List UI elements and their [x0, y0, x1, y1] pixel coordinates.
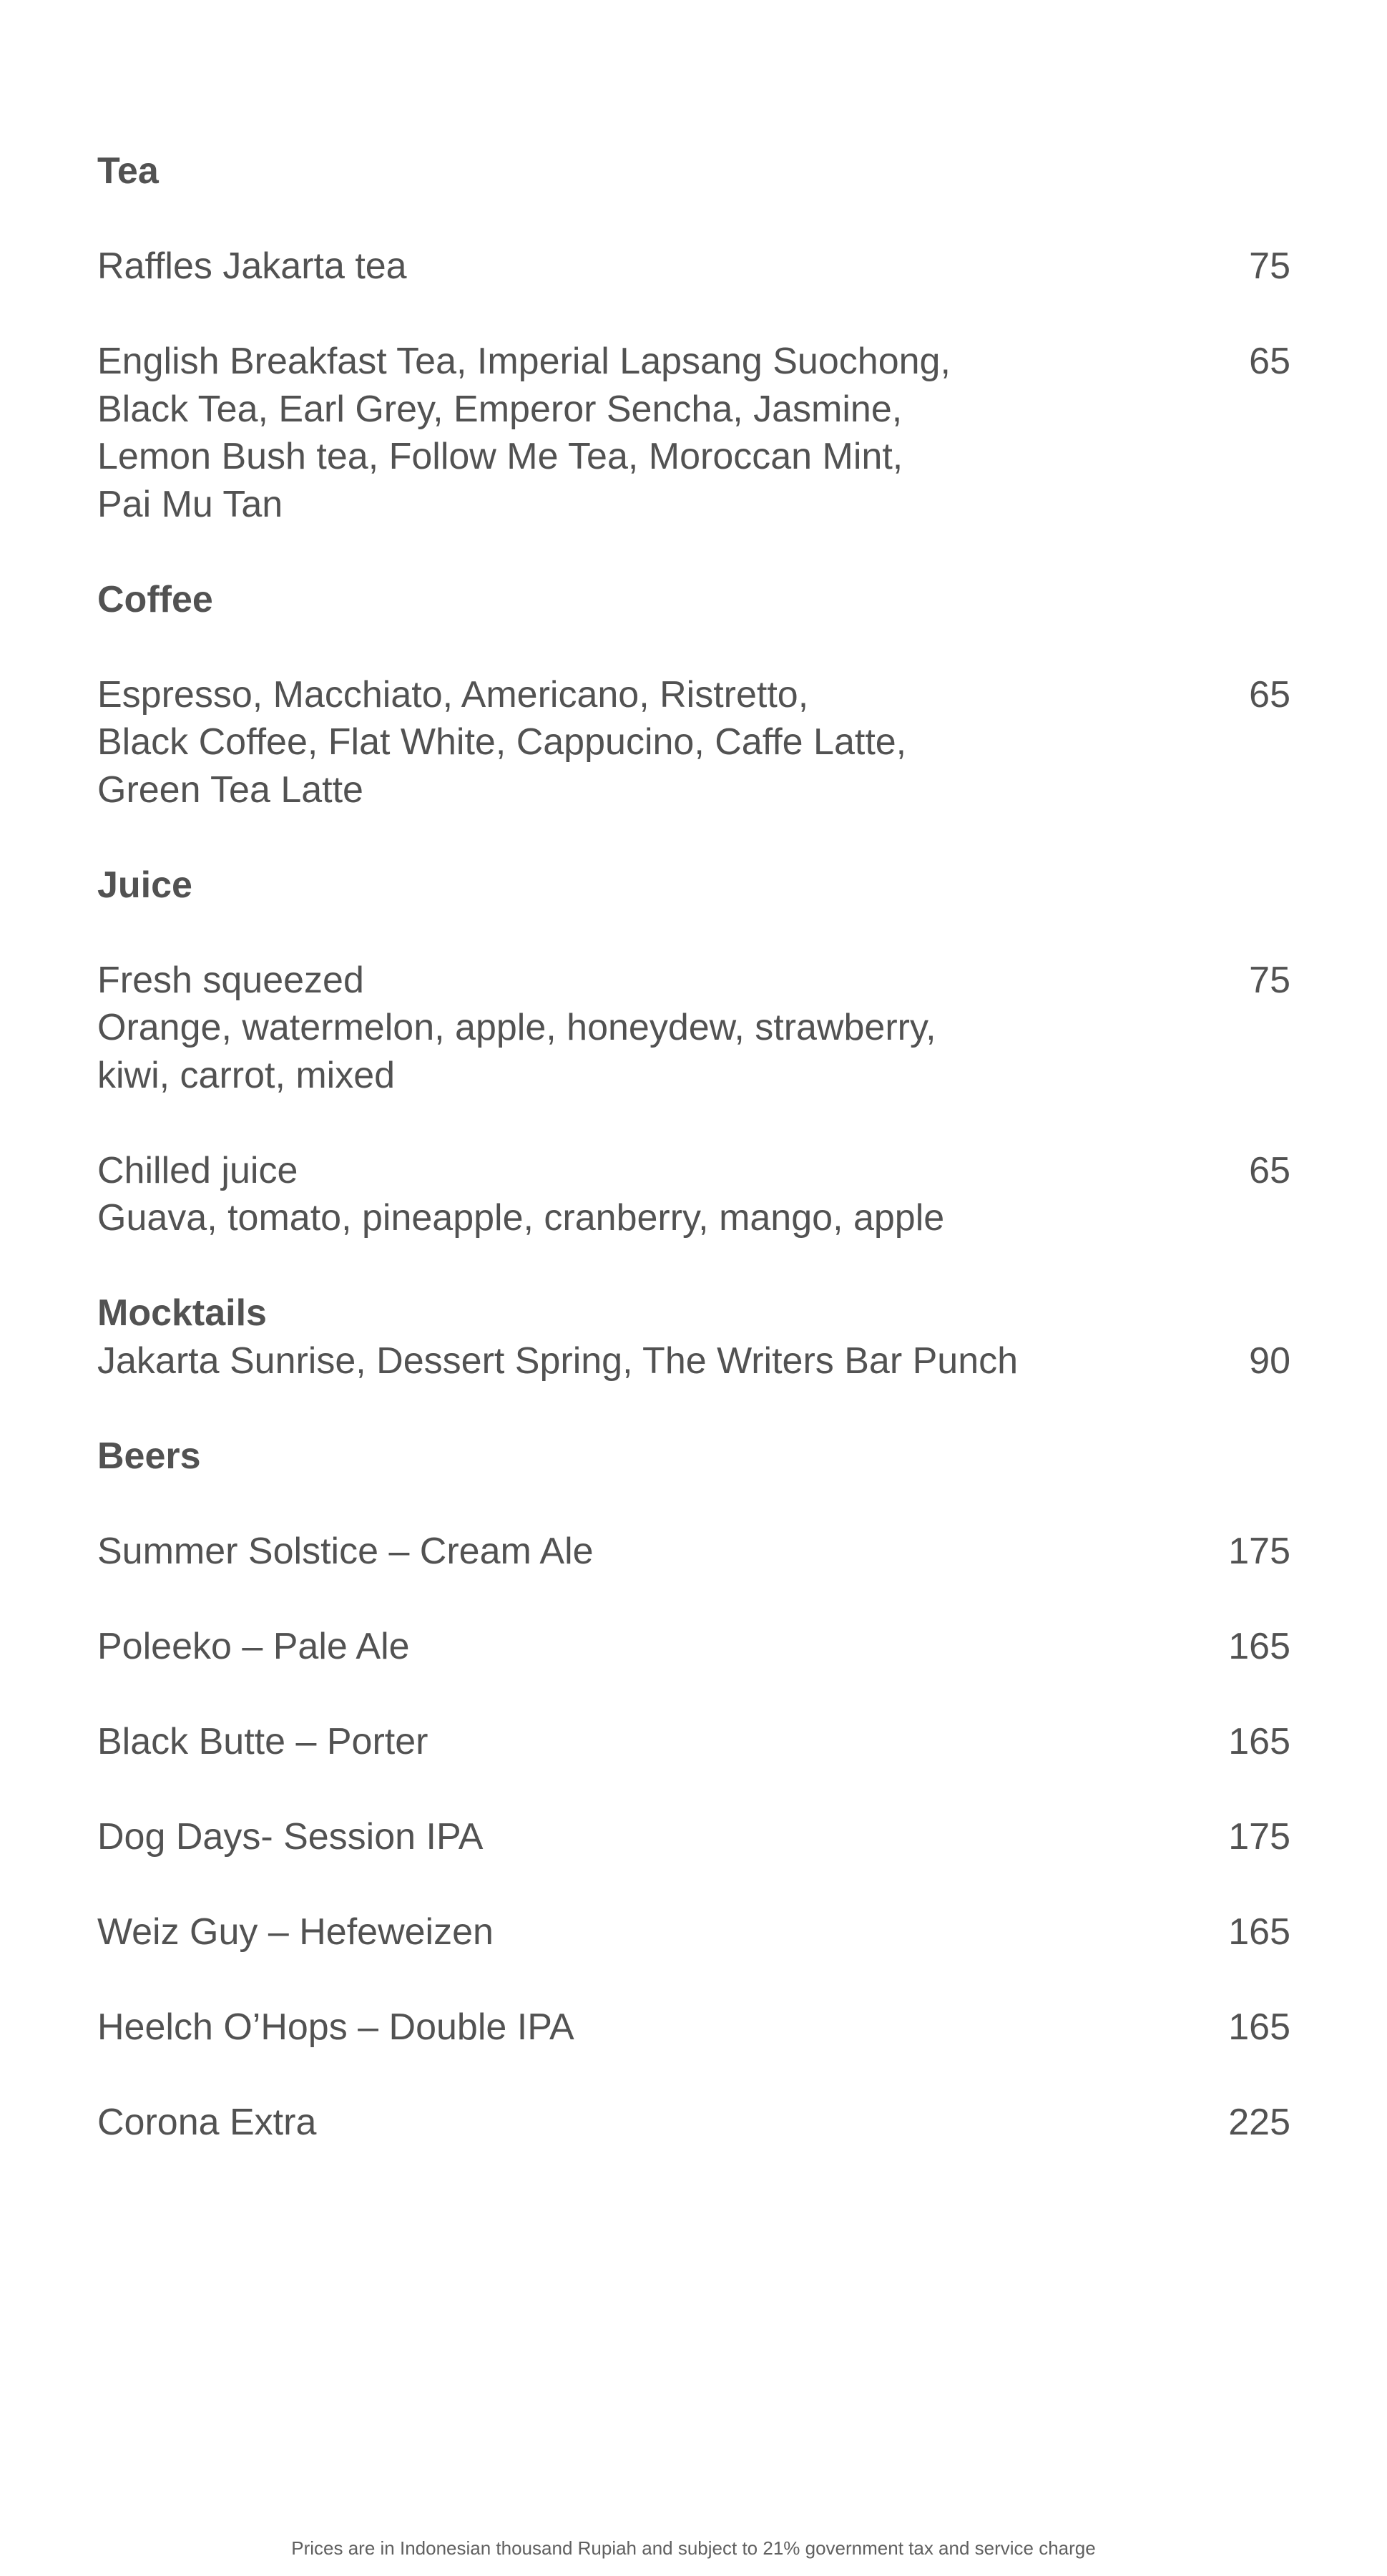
- item-name: [97, 2004, 574, 2051]
- price-footnote: Prices are in Indonesian thousand Rupiah and subject to 21% government tax and service charge: [291, 2537, 1096, 2559]
- menu-item: [97, 957, 1290, 1100]
- item-price: 165: [1228, 1911, 1290, 1953]
- item-line: Black Coffee, Flat White, Cappucino, Caffe Latte,: [97, 721, 907, 763]
- item-line: Pai Mu Tan: [97, 483, 283, 525]
- item-price: 175: [1228, 1530, 1290, 1572]
- menu-item: [97, 2004, 1290, 2051]
- menu-item: [97, 1813, 1290, 1861]
- item-line: Summer Solstice – Cream Ale: [97, 1530, 594, 1572]
- menu-item: [97, 1337, 1290, 1385]
- section-title-tea: Tea: [97, 150, 159, 192]
- item-name: [97, 1337, 1018, 1385]
- item-line: Weiz Guy – Hefeweizen: [97, 1911, 494, 1953]
- item-line: Espresso, Macchiato, Americano, Ristretto,: [97, 673, 809, 716]
- menu-item: [97, 2099, 1290, 2147]
- menu-item: [97, 1718, 1290, 1766]
- menu: [97, 147, 1290, 2146]
- menu-item: [97, 1623, 1290, 1671]
- item-price: 225: [1228, 2101, 1290, 2143]
- menu-item: [97, 1528, 1290, 1576]
- item-line: Heelch O’Hops – Double IPA: [97, 2006, 574, 2048]
- item-line: kiwi, carrot, mixed: [97, 1054, 396, 1096]
- section-title-juice: Juice: [97, 864, 192, 906]
- item-line: Chilled juice: [97, 1149, 298, 1191]
- item-line: Orange, watermelon, apple, honeydew, strawberry,: [97, 1007, 936, 1048]
- item-name: [97, 243, 407, 291]
- section-title-mocktails: Mocktails: [97, 1292, 267, 1334]
- item-price: 165: [1228, 1625, 1290, 1667]
- item-line: Fresh squeezed: [97, 959, 364, 1001]
- section-title-coffee: Coffee: [97, 578, 213, 620]
- menu-item: [97, 671, 1290, 814]
- item-price: 75: [1249, 245, 1290, 287]
- item-price: 175: [1228, 1815, 1290, 1858]
- item-price: 65: [1249, 1149, 1290, 1191]
- item-line: Jakarta Sunrise, Dessert Spring, The Writers Bar Punch: [97, 1340, 1019, 1382]
- item-line: Lemon Bush tea, Follow Me Tea, Moroccan Mint,: [97, 436, 903, 477]
- item-price: 65: [1249, 673, 1290, 716]
- item-price: 75: [1249, 959, 1290, 1001]
- item-line: Raffles Jakarta tea: [97, 245, 407, 287]
- item-name: [97, 2099, 316, 2147]
- item-name: [97, 1908, 494, 1956]
- item-name: [97, 1718, 428, 1766]
- item-line: Black Tea, Earl Grey, Emperor Sencha, Jasmine,: [97, 388, 903, 430]
- item-price: 165: [1228, 1720, 1290, 1762]
- item-name: [97, 957, 936, 1100]
- item-name: [97, 671, 906, 814]
- item-price: 65: [1249, 341, 1290, 382]
- item-line: Guava, tomato, pineapple, cranberry, mango, apple: [97, 1197, 945, 1239]
- item-price: 165: [1228, 2006, 1290, 2048]
- menu-item: [97, 1147, 1290, 1242]
- item-line: English Breakfast Tea, Imperial Lapsang Suochong,: [97, 341, 951, 382]
- item-name: [97, 1528, 594, 1576]
- item-line: Poleeko – Pale Ale: [97, 1625, 410, 1667]
- item-line: Corona Extra: [97, 2101, 317, 2143]
- item-name: [97, 1147, 944, 1242]
- section-title-beers: Beers: [97, 1435, 201, 1477]
- item-name: [97, 1813, 483, 1861]
- item-name: [97, 1623, 410, 1671]
- menu-item: [97, 243, 1290, 291]
- item-line: Dog Days- Session IPA: [97, 1815, 484, 1858]
- item-name: [97, 338, 951, 528]
- menu-item: [97, 1908, 1290, 1956]
- item-line: Green Tea Latte: [97, 769, 363, 811]
- item-line: Black Butte – Porter: [97, 1720, 428, 1762]
- item-price: 90: [1249, 1340, 1290, 1382]
- menu-item: [97, 338, 1290, 528]
